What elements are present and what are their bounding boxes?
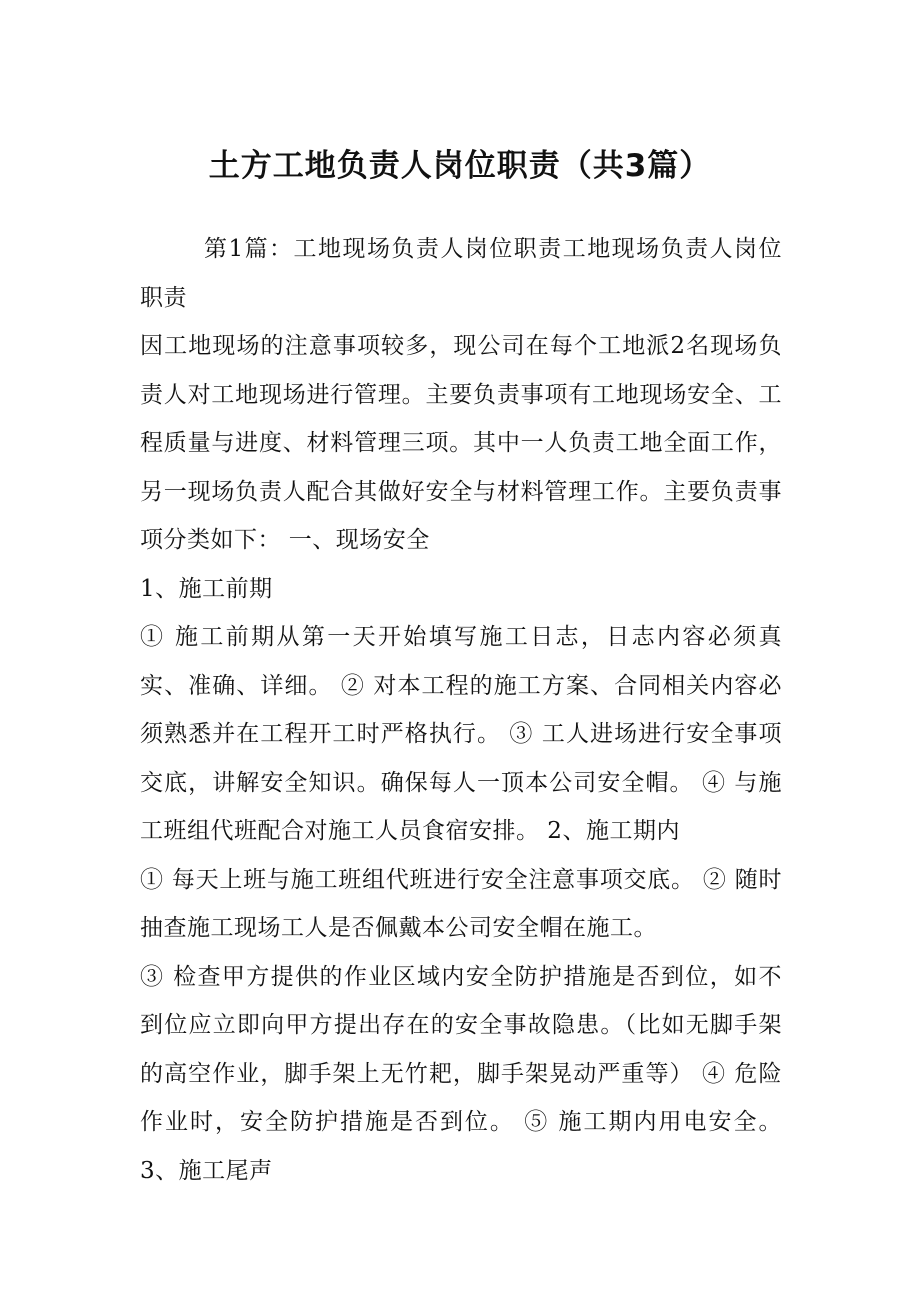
body-paragraph: ③ 检查甲方提供的作业区域内安全防护措施是否到位，如不到位应立即向甲方提出存在的安全事故隐患。（比如无脚手架的高空作业，脚手架上无竹耙，脚手架晃动严重等） ④ 危险作业时，安全防护措施是否到位。 ⑤ 施工期内用电安全。 3、施工尾声 <box>140 963 782 1184</box>
document-body <box>140 225 782 1195</box>
section-heading-paragraph: 第1篇：工地现场负责人岗位职责工地现场负责人岗位职责 <box>140 236 782 311</box>
body-paragraph: 因工地现场的注意事项较多，现公司在每个工地派2名现场负责人对工地现场进行管理。主要负责事项有工地现场安全、工程质量与进度、材料管理三项。其中一人负责工地全面工作，另一现场负责人配合其做好安全与材料管理工作。主要负责事项分类如下： 一、现场安全 <box>140 333 782 553</box>
body-paragraph: ① 施工前期从第一天开始填写施工日志，日志内容必须真实、准确、详细。 ② 对本工程的施工方案、合同相关内容必须熟悉并在工程开工时严格执行。 ③ 工人进场进行安全事项交底，讲解安全知识。确保每人一顶本公司安全帽。 ④ 与施工班组代班配合对施工人员食宿安排。 2、施工期内 <box>140 624 782 844</box>
subsection-heading: 1、施工前期 <box>140 575 273 602</box>
document-title: 土方工地负责人岗位职责（共3篇） <box>208 148 712 184</box>
body-paragraph: ① 每天上班与施工班组代班进行安全注意事项交底。 ② 随时抽查施工现场工人是否佩戴本公司安全帽在施工。 <box>140 866 782 941</box>
